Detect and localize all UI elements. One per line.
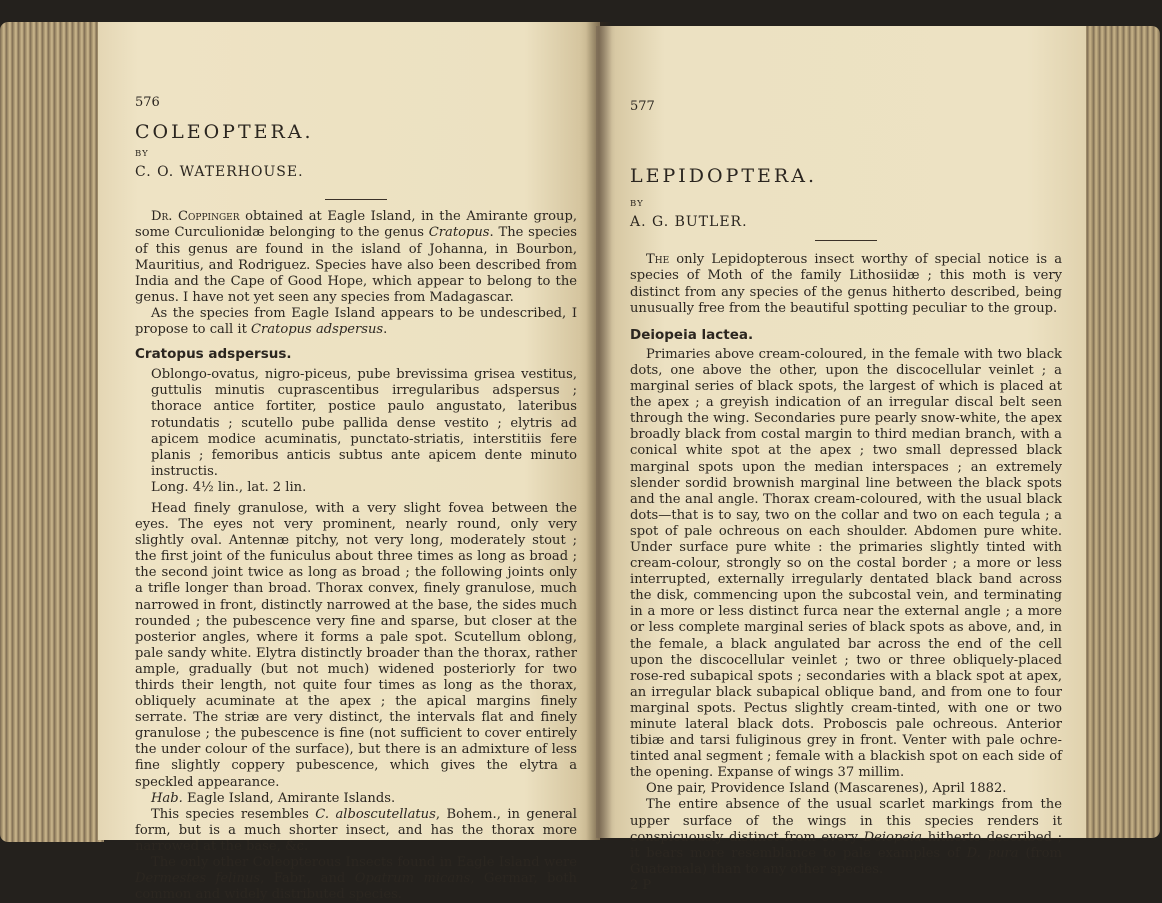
by-label: BY — [630, 199, 644, 210]
description-paragraph: Primaries above cream-coloured, in the female with two black dots, one above the other, upon the discocellular veinlet ; a marginal series of black spots, the largest of which is placed at the apex ; a greyish indication of an irregular discal belt seen through the wing. Secondaries pure pearly snow-white, the apex broadly black from costal margin to third median branch, with a conical white spot at the apex ; two small depressed black marginal spots upon the median interspaces ; an extremely slender sordid brownish marginal line between the black spots and the anal angle. Thorax cream-coloured, with the usual black dots—that is to say, two on the collar and two on each tegula ; a spot of pale ochreous on each shoulder. Abdomen pure white. Under surface pure white : the primaries slightly tinted with cream-colour, strongly so on the costal border ; a more or less interrupted, externally irregularly dentated black band across the disk, commencing upon the subcostal vein, and terminating in a more or less distinct furca near the external angle ; a more or less complete marginal series of black spots as above, and, in the female, a black angulated bar across the end of the cell upon the discocellular veinlet ; two or three obliquely-placed rose-red subapical spots ; secondaries with a black spot at apex, an irregular black subapical oblique band, and from one to four marginal spots. Pectus slightly cream-tinted, with one or two minute lateral black dots. Proboscis pale ochreous. Anterior tibiæ and tarsi fuliginous grey in front. Venter with pale ochre-tinted anal segment ; female with a blackish spot on each side of the opening. Expanse of wings 37 millim. — [630, 346, 1062, 781]
author-name: C. O. WATERHOUSE. — [135, 164, 304, 181]
left-page-edges — [0, 22, 104, 842]
remarks-paragraph: The entire absence of the usual scarlet markings from the upper surface of the wings in this species renders it conspicuously distinct from every Deiopeia hitherto described ; it bears more resemblance to pale examples of D. pura (from Guatemala) than to any other species. — [630, 797, 1062, 877]
species-heading: Deiopeia lactea. — [630, 326, 754, 343]
left-page-text — [135, 95, 577, 903]
intro-paragraph: Dr. Coppinger obtained at Eagle Island, in the Amirante group, some Curculionidæ belonging to the genus Cratopus. The species of this genus are found in the island of Johanna, in Bourbon, Mauritius, and Rodriguez. Species have also been described from India and the Cape of Good Hope, which appear to belong to the genus. I have not yet seen any species from Madagascar. — [135, 209, 577, 305]
order-title: COLEOPTERA. — [135, 121, 314, 144]
others-paragraph: The only other Coleopterous Insects found in Eagle Island were Dermestes felinus, Fabr., and Opatrum micans, Germar, both common and widely distributed species. — [135, 855, 577, 903]
by-label: BY — [135, 149, 149, 160]
right-page-text — [630, 99, 1062, 894]
habitat-line: Hab. Eagle Island, Amirante Islands. — [151, 790, 396, 806]
author-name: A. G. BUTLER. — [630, 214, 748, 231]
measurement: Long. 4½ lin., lat. 2 lin. — [151, 479, 307, 495]
description-paragraph: Head finely granulose, with a very slight fovea between the eyes. The eyes not very prominent, nearly round, only very slightly oval. Antennæ pitchy, not very long, moderately stout ; the first joint of the funiculus about three times as long as broad ; the second joint twice as long as broad ; the following joints only a trifle longer than broad. Thorax convex, finely granulose, much narrowed in front, distinctly narrowed at the base, the sides much rounded ; the pubescence very fine and sparse, but closer at the posterior angles, where it forms a pale spot. Scutellum oblong, pale sandy white. Elytra distinctly broader than the thorax, rather ample, gradually (but not much) widened posteriorly for two thirds their length, not quite four times as long as the thorax, obliquely acuminate at the apex ; the apical margins finely serrate. The striæ are very distinct, the intervals flat and finely granulose ; the pubescence is fine (not sufficient to cover entirely the under colour of the surface), but there is an admixture of less fine slightly coppery pubescence, which gives the elytra a speckled appearance. — [135, 500, 577, 790]
right-page-edges — [1082, 26, 1160, 838]
signature-mark: 2 P — [630, 877, 652, 893]
page-number: 576 — [135, 95, 160, 110]
book-gutter — [586, 22, 612, 840]
locality-line: One pair, Providence Island (Mascarenes), April 1882. — [646, 781, 1007, 797]
species-heading: Cratopus adspersus. — [135, 346, 292, 363]
resemblance-paragraph: This species resembles C. alboscutellatus, Bohem., in general form, but is a much shorter insect, and has the thorax more narrowed at the base, &c. — [135, 806, 577, 854]
order-title: LEPIDOPTERA. — [630, 165, 817, 188]
intro-paragraph: The only Lepidopterous insect worthy of special notice is a species of Moth of the family Lithosiidæ ; this moth is very distinct from any species of the genus hitherto described, being unusually free from the beautiful spotting peculiar to the group. — [630, 252, 1062, 316]
latin-diagnosis: Oblongo-ovatus, nigro-piceus, pube brevissima grisea vestitus, guttulis minutis cuprascentibus irregularibus adspersus ; thorace antice fortiter, postice paulo angustato, lateribus rotundatis ; scutello pube pallida dense vestito ; elytris ad apicem modice acuminatis, punctato-striatis, interstitiis fere planis ; femoribus anticis subtus ante apicem dente minuto instructis. Long. 4½ lin., lat. 2 lin. — [151, 367, 577, 495]
page-number: 577 — [630, 99, 655, 114]
naming-paragraph: As the species from Eagle Island appears to be undescribed, I propose to call it Cratopus adspersus. — [135, 305, 577, 338]
